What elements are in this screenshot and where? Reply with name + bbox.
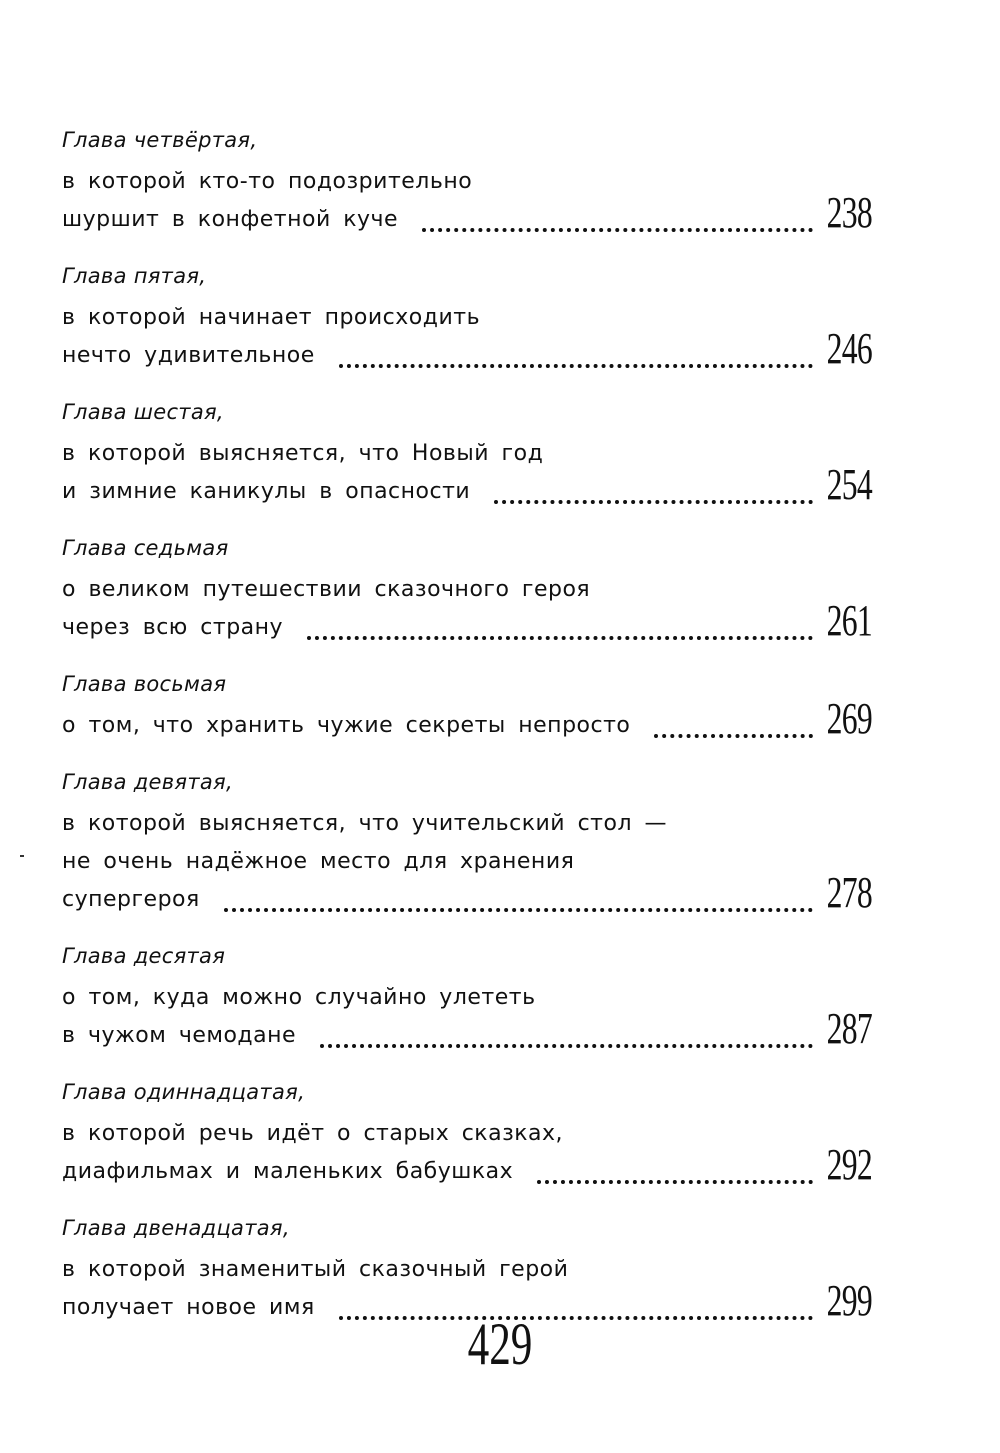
- description-line: в которой начинает происходить: [62, 305, 481, 330]
- description-line: [62, 1153, 817, 1191]
- toc-entry: [62, 767, 892, 919]
- chapter-page-number: 269: [826, 694, 872, 743]
- description-line: [62, 881, 817, 919]
- description-line: о великом путешествии сказочного героя: [62, 577, 591, 602]
- description-line: [62, 1017, 817, 1055]
- chapter-description: [62, 571, 892, 647]
- dot-leader: [307, 635, 813, 640]
- toc-entry: [62, 125, 892, 239]
- chapter-page-number: 246: [826, 324, 872, 373]
- chapter-page-number: 261: [826, 596, 872, 645]
- chapter-title: Глава двенадцатая,: [62, 1216, 290, 1240]
- chapter-page-number: 292: [826, 1140, 872, 1189]
- chapter-description: [62, 1115, 892, 1191]
- chapter-page-number: 254: [826, 460, 872, 509]
- chapter-page-number: 238: [826, 188, 872, 237]
- dot-leader: [537, 1179, 813, 1184]
- chapter-description: [62, 299, 892, 375]
- chapter-page-number: 278: [826, 868, 872, 917]
- chapter-description: [62, 163, 892, 239]
- dot-leader: [494, 499, 813, 504]
- chapter-page-number: 287: [826, 1004, 872, 1053]
- page-number: 429: [467, 1311, 533, 1377]
- description-line: в которой кто-то подозрительно: [62, 169, 473, 194]
- toc-entry: [62, 941, 892, 1055]
- chapter-title: Глава одиннадцатая,: [62, 1080, 306, 1104]
- toc-entry: [62, 261, 892, 375]
- chapter-title: Глава четвёртая,: [62, 128, 258, 152]
- chapter-title: Глава десятая: [62, 944, 226, 968]
- description-line: [62, 707, 817, 745]
- chapter-description: [62, 805, 892, 919]
- scan-speck: [20, 855, 24, 857]
- description-line: в которой выясняется, что Новый год: [62, 441, 544, 466]
- description-line: [62, 473, 817, 511]
- dot-leader: [654, 733, 813, 738]
- description-line: в которой выясняется, что учительский стол —: [62, 811, 668, 836]
- toc-entry: [62, 1077, 892, 1191]
- chapter-description: [62, 694, 892, 745]
- chapter-description: [62, 435, 892, 511]
- description-line-text: получает новое имя: [62, 1295, 315, 1320]
- chapter-title: Глава шестая,: [62, 400, 224, 424]
- chapter-title: Глава девятая,: [62, 770, 233, 794]
- description-line-text: шуршит в конфетной куче: [62, 207, 399, 232]
- dot-leader: [224, 907, 813, 912]
- description-line: [62, 609, 817, 647]
- description-line-text: о том, что хранить чужие секреты непросто: [62, 713, 631, 738]
- description-line-text: нечто удивительное: [62, 343, 315, 368]
- description-line: о том, куда можно случайно улететь: [62, 985, 536, 1010]
- dot-leader: [320, 1043, 813, 1048]
- description-line-text: диафильмах и маленьких бабушках: [62, 1159, 514, 1184]
- description-line-text: и зимние каникулы в опасности: [62, 479, 471, 504]
- chapter-title: Глава седьмая: [62, 536, 229, 560]
- description-line: не очень надёжное место для хранения: [62, 849, 575, 874]
- dot-leader: [422, 227, 813, 232]
- chapter-page-number: 299: [826, 1276, 872, 1325]
- chapter-title: Глава восьмая: [62, 672, 227, 696]
- chapter-title: Глава пятая,: [62, 264, 207, 288]
- table-of-contents: [62, 125, 892, 1349]
- description-line: в которой знаменитый сказочный герой: [62, 1257, 569, 1282]
- description-line: [62, 201, 817, 239]
- description-line-text: в чужом чемодане: [62, 1023, 297, 1048]
- toc-entry: [62, 669, 892, 745]
- description-line-text: супергероя: [62, 887, 200, 912]
- chapter-description: [62, 979, 892, 1055]
- dot-leader: [339, 363, 813, 368]
- description-line: [62, 337, 817, 375]
- toc-entry: [62, 397, 892, 511]
- description-line: в которой речь идёт о старых сказках,: [62, 1121, 564, 1146]
- description-line-text: через всю страну: [62, 615, 284, 640]
- toc-entry: [62, 533, 892, 647]
